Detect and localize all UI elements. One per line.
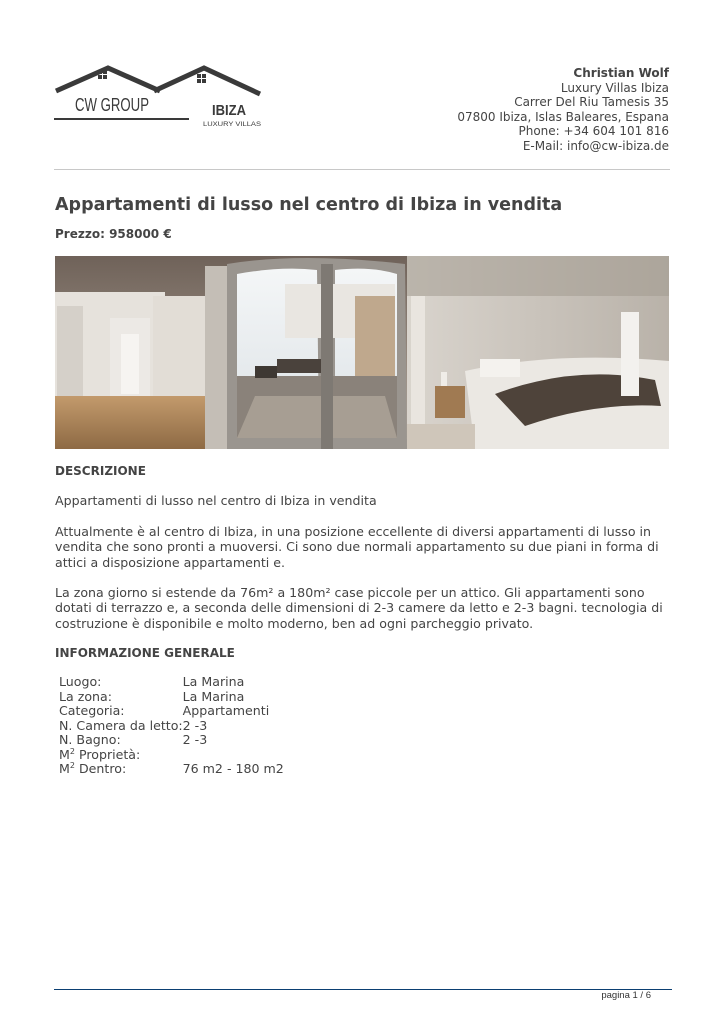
logo-brand: CW GROUP (75, 95, 149, 115)
info-label-rest: Dentro: (74, 761, 127, 776)
general-info-table (59, 675, 284, 777)
contact-phone: Phone: +34 604 101 816 (518, 124, 669, 139)
contact-name: Christian Wolf (573, 66, 669, 80)
table-row (59, 762, 284, 777)
contact-block (457, 66, 669, 154)
contact-city: 07800 Ibiza, Islas Baleares, Espana (457, 109, 669, 124)
contact-street: Carrer Del Riu Tamesis 35 (514, 95, 669, 110)
logo-tagline: LUXURY VILLAS (203, 121, 262, 128)
table-row (59, 690, 284, 705)
cw-group-logo (54, 60, 269, 130)
info-label-sup: 2 (69, 760, 75, 770)
info-value (183, 748, 284, 763)
table-row (59, 733, 284, 748)
description-heading: DESCRIZIONE (55, 464, 146, 478)
panorama-photo (55, 256, 669, 449)
info-value: 76 m2 - 180 m2 (182, 761, 284, 776)
contact-email: E-Mail: info@cw-ibiza.de (522, 138, 669, 153)
description-paragraph-3: La zona giorno si estende da 76m² a 180m² case piccole per un attico. Gli appartamenti sono dotati di terrazzo e, a seconda delle dimensioni di 2-3 camere da letto e 2-3 bagni. tecnologia di costruzione è disponibile e molto moderno, ben ad ogni parcheggio privato. (55, 585, 663, 631)
info-label: Luogo: (59, 674, 102, 689)
info-label-m: M (59, 746, 70, 762)
price-value: 958000 € (109, 227, 172, 241)
info-value: La Marina (182, 688, 245, 704)
info-value: La Marina (182, 674, 245, 689)
price-label: Prezzo: (55, 227, 105, 241)
description-paragraph-1: Appartamenti di lusso nel centro di Ibiza in vendita (55, 493, 377, 508)
footer-divider (54, 989, 672, 990)
info-label: N. Bagno: (59, 732, 121, 747)
info-label: La zona: (59, 688, 112, 704)
info-label: N. Camera da letto: (59, 717, 183, 733)
table-row (59, 675, 284, 690)
description-paragraph-2: Attualmente è al centro di Ibiza, in una posizione eccellente di diversi appartamenti di lusso in vendita che sono pronti a muoversi. Ci sono due normali appartamento su due piani in forma di attici a disposizione appartamenti e. (55, 524, 659, 570)
contact-company: Luxury Villas Ibiza (560, 80, 669, 95)
info-label (59, 748, 183, 763)
header-divider (54, 169, 670, 170)
logo-place: IBIZA (212, 102, 247, 119)
info-value: 2 -3 (182, 732, 208, 747)
info-value: 2 -3 (182, 717, 208, 733)
info-value: Appartamenti (182, 703, 270, 718)
info-label-m: M (59, 761, 70, 776)
table-row (59, 748, 284, 763)
info-label (59, 762, 183, 777)
listing-price (55, 227, 172, 241)
general-info-heading: INFORMAZIONE GENERALE (55, 646, 235, 660)
info-label: Categoria: (59, 703, 125, 718)
info-label-sup: 2 (69, 746, 75, 756)
table-row (59, 704, 284, 719)
page-number: pagina 1 / 6 (601, 990, 651, 1001)
table-row (59, 719, 284, 734)
listing-title: Appartamenti di lusso nel centro di Ibiza in vendita (55, 195, 563, 215)
info-label-rest: Proprietà: (74, 746, 141, 762)
